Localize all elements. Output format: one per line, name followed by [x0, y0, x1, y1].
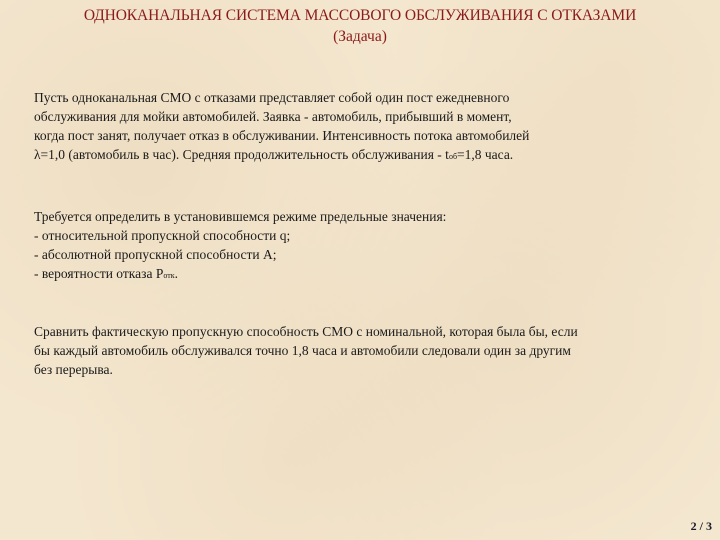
title-line-sub: (Задача) [333, 28, 387, 45]
paragraph-line: Сравнить фактическую пропускную способность СМО с номинальной, которая была бы, если [34, 324, 578, 339]
title-line-main: ОДНОКАНАЛЬНАЯ СИСТЕМА МАССОВОГО ОБСЛУЖИВАНИЯ С ОТКАЗАМИ [83, 7, 637, 24]
list-item: - относительной пропускной способности q; [34, 228, 291, 243]
paragraph-line: Требуется определить в установившемся режиме предельные значения: [34, 209, 447, 224]
line-text: . [174, 266, 178, 281]
requirements-paragraph [34, 207, 694, 285]
list-item [34, 264, 694, 285]
paragraph-line: без перерыва. [34, 362, 113, 377]
slide-title [0, 6, 720, 47]
problem-statement-paragraph [34, 88, 694, 166]
line-text: =1,8 часа. [457, 147, 514, 162]
subscript-otk: отк [163, 271, 175, 280]
list-item: - абсолютной пропускной способности А; [34, 247, 277, 262]
paragraph-line: обслуживания для мойки автомобилей. Заявка - автомобиль, прибывший в момент, [34, 109, 512, 124]
paragraph-line [34, 145, 694, 166]
paragraph-line: когда пост занят, получает отказ в обслуживании. Интенсивность потока автомобилей [34, 128, 530, 143]
subscript-ob: об [448, 152, 458, 161]
paragraph-line: бы каждый автомобиль обслуживался точно 1,8 часа и автомобили следовали один за другим [34, 343, 571, 358]
line-text: λ=1,0 (автомобиль в час). Средняя продолжительность обслуживания - t [34, 147, 449, 162]
line-text: - вероятности отказа P [34, 266, 164, 281]
paragraph-line: Пусть одноканальная СМО с отказами представляет собой один пост ежедневного [34, 90, 510, 105]
comparison-paragraph [34, 322, 694, 379]
page-number: 2 / 3 [690, 519, 712, 533]
